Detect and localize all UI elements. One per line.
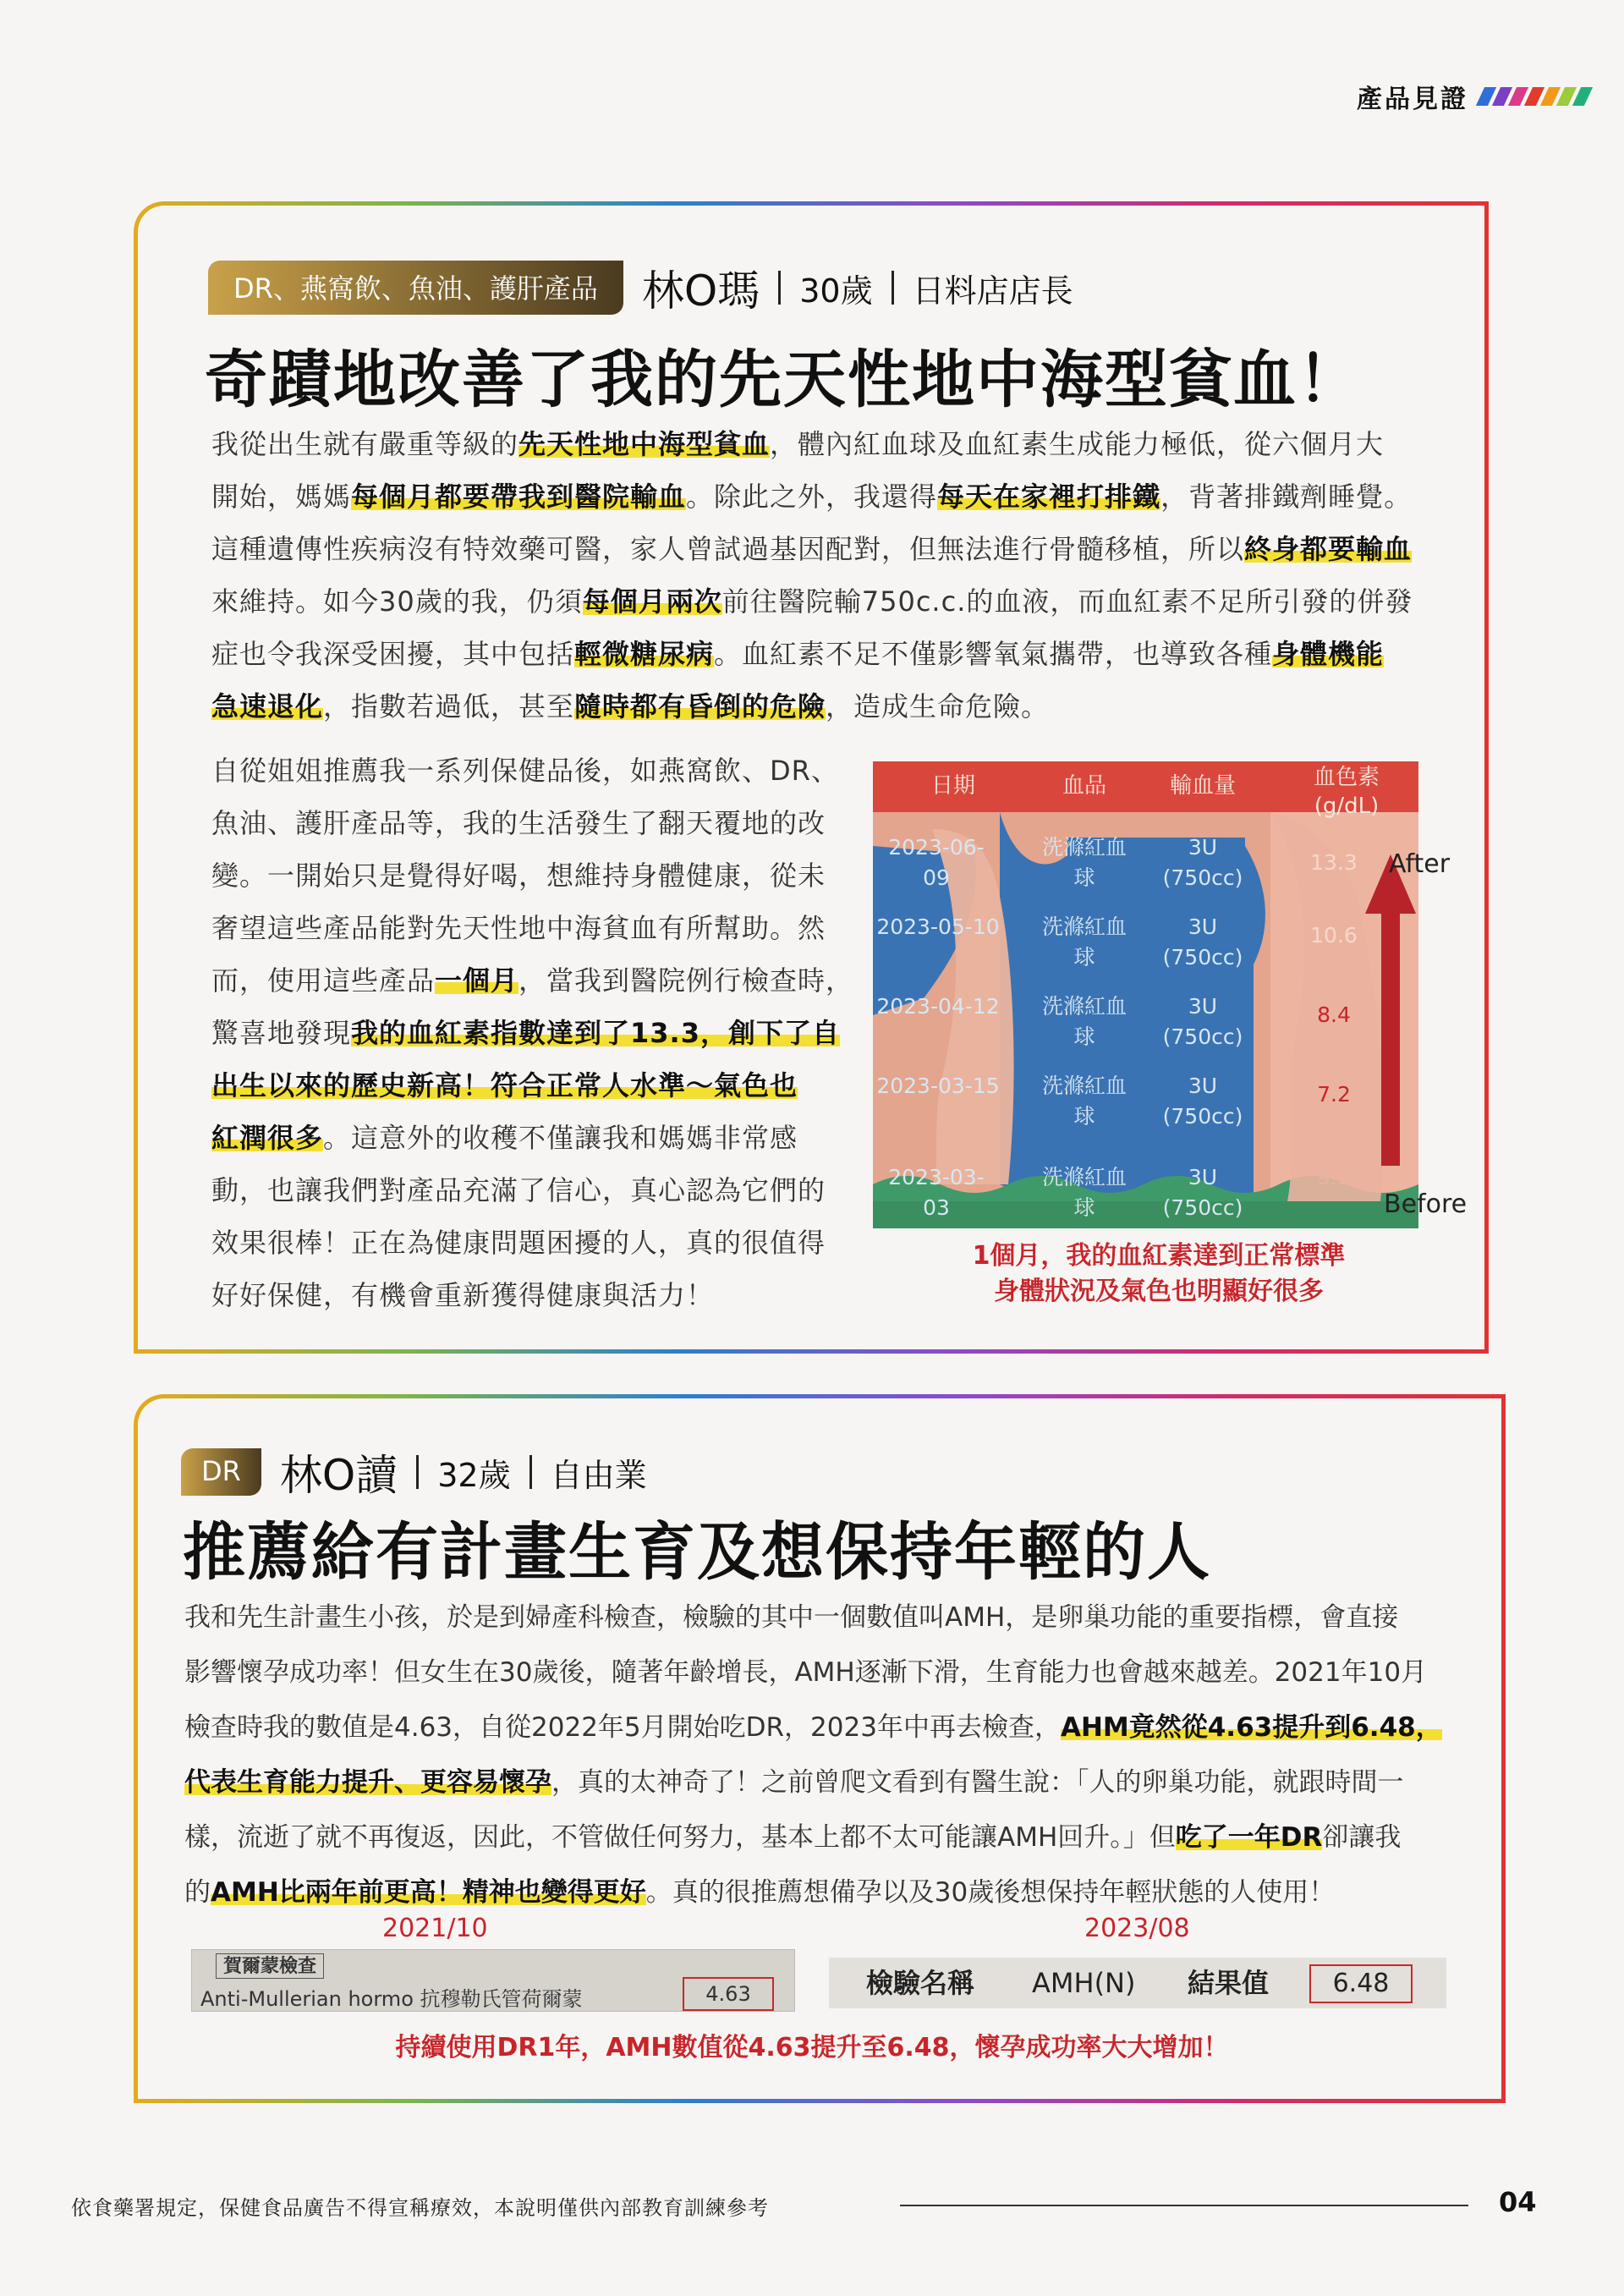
story1-paragraph-1: 我從出生就有嚴重等級的先天性地中海型貧血，體內紅血球及血紅素生成能力極低，從六個月大 開始，媽媽每個月都要帶我到醫院輸血。除此之外，我還得每天在家裡打排鐵，背著排鐵劑睡覺。 這種遺傳性疾病沒有特效藥可醫，家人曾試過基因配對，但無法進行骨髓移植，所以終身都要輸血 來維持。如今30歲的我，仍須每個月兩次前往醫院輸750c.c.的血液，而血紅素不足所引發的併發 症也令我深受困擾，其中包括輕微糖尿病。血紅素不足不僅影響氧氣攜帶，也導致各種身體機能 急速退化，指數若過低，甚至隨時都有昏倒的危險，造成生命危險。 [211,428,1413,722]
story2-paragraph: 我和先生計畫生小孩，於是到婦產科檢查，檢驗的其中一個數值叫AMH，是卵巢功能的重要指標，會直接 影響懷孕成功率！但女生在30歲後，隨著年齡增長，AMH逐漸下滑，生育能力也會越來越差。2021年10月 檢查時我的數值是4.63，自從2022年5月開始吃DR，2023年中再去檢查，AHM竟然從4.63提升到6.48， 代表生育能力提升、更容易懷孕，真的太神奇了！之前曾爬文看到有醫生說：「人的卵巢功能，就跟時間一 樣，流逝了就不再復返，因此，不管做任何努力，基本上都不太可能讓AMH回升。」但吃了一年DR卻讓我 的AMH比兩年前更高！精神也變得更好。真的很推薦想備孕以及30歲後想保持年輕狀態的人使用！ [184,1602,1442,1908]
section-header [1357,78,1588,115]
footer-divider [900,2205,1468,2206]
table-row: 2023-05-10 洗滌紅血 球 3U (750cc) 10.6 [876,915,1358,969]
lab-caption: 持續使用DR1年，AMH數值從4.63提升至6.48，懷孕成功率大大增加！ [395,2033,1229,2063]
col-volume-header: 輸血量 [1169,773,1236,799]
person-line-1 [208,257,1073,318]
story1-paragraph-2: 自從姐姐推薦我一系列保健品後，如燕窩飲、DR、 魚油、護肝產品等，我的生活發生了翻天覆地的改 變。一開始只是覺得好喝，想維持身體健康，從未 奢望這些產品能對先天性地中海貧血有所幫助。然 而，使用這些產品一個月，當我到醫院例行檢查時， 驚喜地發現我的血紅素指數達到了13.3，創下了自 出生以來的歷史新高！符合正常人水準～氣色也 紅潤很多。這意外的收穫不僅讓我和媽媽非常感 動，也讓我們對產品充滿了信心，真心認為它們的 效果很棒！正在為健康問題困擾的人，真的很值得 好好保健，有機會重新獲得健康與活力！ [211,755,854,1311]
lab1-title: 賀爾蒙檢查 [216,1953,324,1979]
lab-result-2021 [191,1949,795,2012]
before-label: Before [1384,1189,1468,1219]
lab2-name-value: AMH(N) [1032,1967,1136,1999]
headline-2: 推薦給有計畫生育及想保持年輕的人 [183,1516,1211,1589]
person-name: 林O瑪 [641,266,760,316]
table-row: 2023-03-15 洗滌紅血 球 3U (750cc) 7.2 [876,1074,1351,1129]
lab2-name-label: 檢驗名稱 [866,1967,975,1999]
person-line-2 [181,1442,647,1502]
headline-1: 奇蹟地改善了我的先天性地中海型貧血！ [205,343,1362,416]
table-caption: 1個月，我的血紅素達到正常標準 身體狀況及氣色也明顯好很多 [972,1241,1346,1306]
rainbow-stripes-icon [1480,87,1588,106]
person-age: 30歲 [799,272,873,310]
product-tag: DR、燕窩飲、魚油、護肝產品 [208,261,623,315]
disclaimer: 依食藥署規定，保健食品廣告不得宣稱療效，本說明僅供內部教育訓練參考 [71,2196,769,2220]
col-hb-header: 血色素 (g/dL) [1313,765,1380,819]
person-job: 日料店店長 [912,272,1073,310]
table-row: 2023-03- 03 洗滌紅血 球 3U (750cc) 9.3 [888,1165,1351,1220]
table-row: 2023-06- 09 洗滌紅血 球 3U (750cc) 13.3 [888,835,1358,890]
person-name: 林O讀 [279,1451,398,1500]
table-row: 2023-04-12 洗滌紅血 球 3U (750cc) 8.4 [876,994,1351,1049]
col-product-header: 血品 [1062,773,1106,799]
divider [778,271,781,305]
person-age: 32歲 [437,1456,511,1494]
lab-result-2023 [829,1958,1446,2008]
product-tag: DR [181,1448,261,1496]
divider [892,271,894,305]
lab2-result-label: 結果值 [1188,1967,1270,1999]
person-job: 自由業 [550,1456,647,1494]
lab1-item: Anti-Mullerian hormo 抗穆勒氏管荷爾蒙 [200,1987,583,2011]
divider [416,1455,419,1489]
after-label: After [1389,849,1451,879]
lab1-date: 2021/10 [382,1914,488,1943]
section-label: 產品見證 [1357,85,1468,114]
lab1-value: 4.63 [683,1977,774,2011]
transfusion-record-image [873,761,1424,1228]
page-number: 04 [1499,2186,1537,2218]
lab2-result-value: 6.48 [1309,1964,1413,2003]
lab2-date: 2023/08 [1084,1914,1190,1943]
divider [529,1455,532,1489]
col-date-header: 日期 [930,773,975,799]
